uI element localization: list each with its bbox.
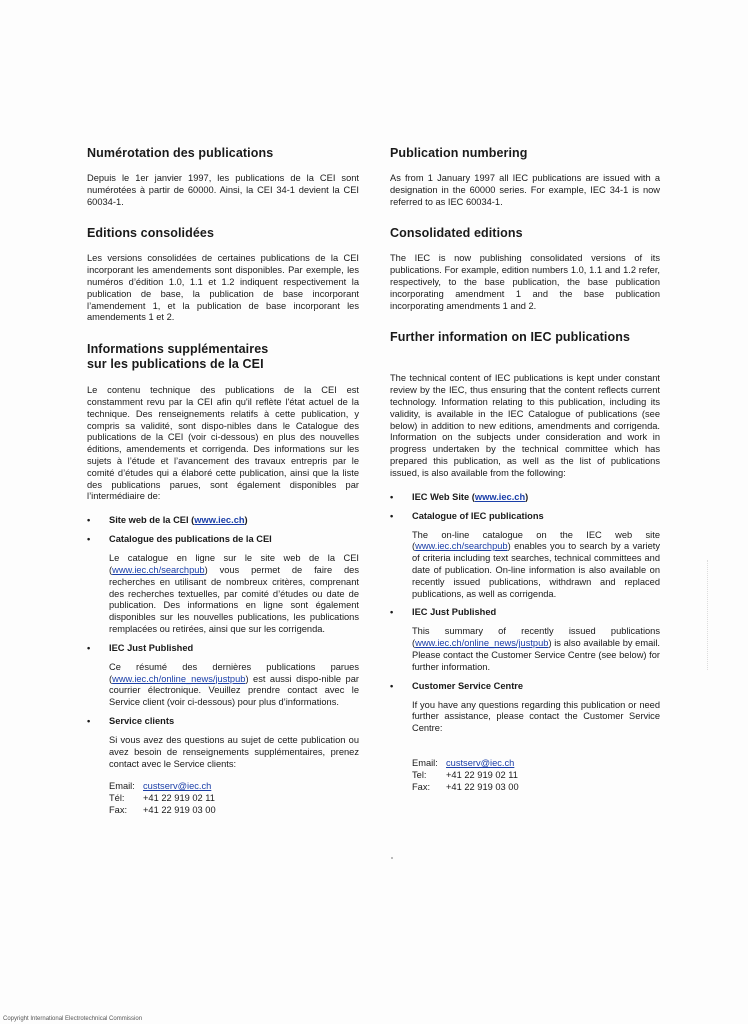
- text-fragment: Ce résumé des dernières publications parues (: [109, 661, 359, 684]
- numbering-section: [87, 146, 359, 208]
- section-title: Publication numbering: [390, 146, 528, 160]
- bullet-dot: •: [390, 680, 394, 691]
- bullet-label: Customer Service Centre: [412, 680, 524, 691]
- fax-label: Fax:: [109, 804, 128, 815]
- fax-value: +41 22 919 03 00: [446, 781, 519, 792]
- section-title: Consolidated editions: [390, 226, 523, 241]
- text-fragment: ) is also available by email. Please contact the Customer Service Centre (see below) for further information.: [412, 638, 660, 672]
- contact-fax-row: [109, 805, 359, 817]
- text-fragment: This summary of recently issued publications (: [412, 626, 660, 649]
- copyright-footer: Copyright International Electrotechnical Commission: [3, 1016, 143, 1022]
- bullet-dot: •: [87, 534, 91, 545]
- bullet-dot: •: [390, 607, 394, 618]
- bullet-label: Catalogue of IEC publications: [412, 510, 544, 521]
- section-title: Numérotation des publications: [87, 146, 274, 160]
- section-text: As from 1 January 1997 all IEC publications are issued with a designation in the 60000 series. For example, IEC 34-1 is now referred to as IEC 60034-1.: [390, 173, 660, 207]
- contact-email-row: [412, 758, 660, 770]
- catalogue-link[interactable]: www.iec.ch/searchpub: [112, 564, 205, 575]
- text-fragment: ) vous permet de faire des recherches en utilisant de nombreux critères, comprenant des recherches textuelles, par comité d’études ou date de publication. Des informations en ligne sont également disponibles sur les nouvelles publications, les publications remplacées ou retirées, ainsi que sur les corrigenda.: [109, 564, 359, 634]
- consolidated-section: [390, 226, 660, 312]
- contact-block: [390, 758, 660, 793]
- email-label: Email:: [412, 757, 438, 768]
- tel-value: +41 22 919 02 11: [143, 793, 215, 804]
- bullet-service: [390, 680, 660, 692]
- tel-label: Tel:: [412, 769, 427, 780]
- bullet-dot: •: [87, 642, 91, 653]
- contact-tel-row: [412, 770, 660, 782]
- contact-block: [87, 781, 359, 816]
- catalogue-link[interactable]: www.iec.ch/searchpub: [415, 541, 508, 552]
- bullet-dot: •: [390, 510, 394, 521]
- scan-artifact: [707, 560, 712, 670]
- text-fragment: ) est aussi dispo-nible par courrier électronique. Veuillez prendre contact avec le Service client (voir ci-dessous) pour plus d’informations.: [109, 673, 359, 708]
- contact-fax-row: [412, 782, 660, 794]
- bullet-catalogue: [390, 510, 660, 522]
- bullet-just-published: [390, 606, 660, 618]
- bullet-dot: •: [87, 515, 91, 526]
- further-info-section: [87, 342, 359, 503]
- email-link[interactable]: custserv@iec.ch: [446, 757, 515, 768]
- just-published-link[interactable]: www.iec.ch/online_news/justpub: [415, 638, 549, 649]
- bullet-label: Service clients: [109, 715, 175, 726]
- section-text: Depuis le 1er janvier 1997, les publications de la CEI sont numérotées à partir de 60000. Ainsi, la CEI 34-1 devient la CEI 60034-1.: [87, 173, 359, 207]
- section-title: Further information on IEC publications: [390, 330, 631, 345]
- section-title: Editions consolidées: [87, 226, 215, 241]
- bullet-label: IEC Web Site (: [412, 491, 475, 502]
- bullet-catalogue: [87, 533, 359, 545]
- fax-label: Fax:: [412, 781, 431, 792]
- bullet-label: IEC Just Published: [412, 607, 497, 618]
- bullet-website: [390, 491, 660, 503]
- just-published-link[interactable]: www.iec.ch/online_news/justpub: [112, 673, 246, 684]
- consolidated-section: [87, 226, 359, 324]
- section-text: The technical content of IEC publications is kept under constant review by the IEC, thus ensuring that the content reflects current technology. Information relating to this publication, including its validity, is available in the IEC Catalogue of publications (see below) in addition to new editions, amendments and corrigenda. Information on the subjects under consideration and work in progress undertaken by the technical committee which has prepared this publication, as well as the list of publications issued, is also available from the following:: [390, 373, 660, 478]
- bullet-website: [87, 514, 359, 526]
- bullet-just-published: [87, 642, 359, 654]
- numbering-section: [390, 146, 660, 208]
- bullet-dot: •: [390, 491, 394, 502]
- text-fragment: The on-line catalogue on the IEC web site (: [412, 529, 660, 552]
- service-text: Si vous avez des questions au sujet de cette publication ou avez besoin de renseignements supplémentaires, prenez contact avec le Service clients:: [109, 734, 359, 769]
- bullet-label: Site web de la CEI (: [109, 515, 195, 526]
- email-label: Email:: [109, 781, 135, 792]
- service-text: If you have any questions regarding this publication or need further assistance, please contact the Customer Service Centre:: [412, 699, 660, 734]
- tel-value: +41 22 919 02 11: [446, 769, 518, 780]
- bullet-label-close: ): [525, 491, 529, 502]
- bullet-service: [87, 715, 359, 727]
- section-title-line1: Informations supplémentaires: [87, 342, 269, 357]
- tel-label: Tél:: [109, 793, 125, 804]
- text-fragment: Le catalogue en ligne sur le site web de la CEI (: [109, 553, 359, 575]
- contact-email-row: [109, 781, 359, 793]
- bullet-dot: •: [87, 715, 91, 726]
- catalogue-text: [87, 553, 359, 636]
- text-fragment: ) enables you to search by a variety of criteria including text searches, technical committees and date of publication. On-line information is also available on recently issued publications, withdrawn and replaced publications, as well as corrigenda.: [412, 541, 660, 599]
- contact-tel-row: [109, 793, 359, 805]
- fax-value: +41 22 919 03 00: [143, 804, 216, 815]
- section-text: The IEC is now publishing consolidated versions of its publications. For example, edition numbers 1.0, 1.1 and 1.2 refer, respectively, to the base publication, the base publication incorporating amendment 1 and the base publication incorporating amendments 1 and 2.: [390, 253, 660, 311]
- website-link[interactable]: www.iec.ch: [474, 491, 526, 502]
- scan-speck: [391, 857, 393, 859]
- further-info-section: [390, 330, 660, 479]
- email-link[interactable]: custserv@iec.ch: [143, 781, 212, 792]
- bullet-label: IEC Just Published: [109, 642, 194, 653]
- catalogue-text: [390, 530, 660, 601]
- just-published-text: [87, 662, 359, 709]
- section-title-line2: sur les publications de la CEI: [87, 357, 264, 372]
- website-link[interactable]: www.iec.ch: [194, 515, 245, 526]
- just-published-text: [390, 626, 660, 673]
- bullet-label-close: ): [244, 515, 248, 526]
- section-text: Les versions consolidées de certaines publications de la CEI incorporant les amendements sont disponibles. Par exemple, les numéros d’édition 1.0, 1.1 et 1.2 indiquent respectivement la publication de base, la publication de base incorporant l’amendement 1, et la publication de base incorporant les amendements 1 et 2.: [87, 253, 359, 323]
- section-text: Le contenu technique des publications de la CEI est constamment revu par la CEI afin qu'il reflète l'état actuel de la technique. Des renseignements relatifs à cette publication, y compris sa validité, sont dispo-nibles dans le Catalogue des publications de la CEI (voir ci-dessous) en plus des nouvelles éditions, amendements et corrigenda. Des informations sur les sujets à l’étude et l’avancement des travaux entrepris par le comité d’études qui a élaboré cette publication, ainsi que la liste des publications parues, sont également disponibles par l’intermédiaire de:: [87, 385, 359, 502]
- french-column: [87, 146, 359, 817]
- bullet-label: Catalogue des publications de la CEI: [109, 534, 272, 545]
- english-column: [390, 146, 660, 793]
